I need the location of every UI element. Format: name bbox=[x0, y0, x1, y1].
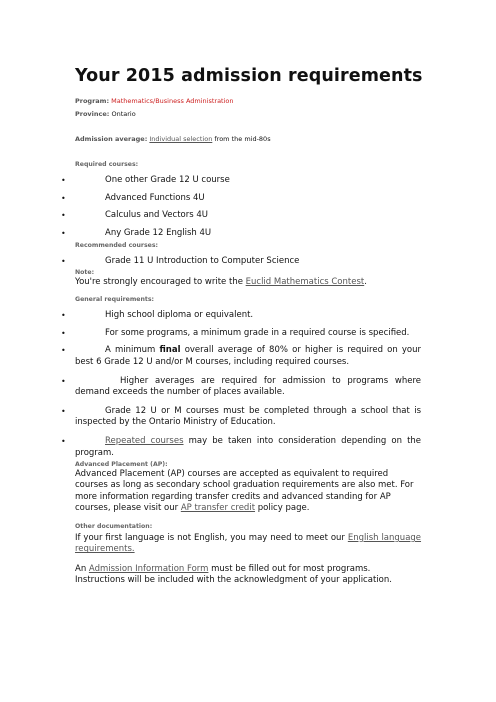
bullet-icon: • bbox=[61, 376, 66, 386]
province-label: Province: bbox=[75, 110, 110, 118]
admission-requirements-page bbox=[61, 66, 423, 587]
bullet-icon: • bbox=[61, 256, 66, 266]
ap-transfer-credit-link[interactable]: AP transfer credit bbox=[180, 503, 256, 514]
bullet-icon: • bbox=[61, 346, 66, 356]
program-line bbox=[75, 97, 421, 106]
province-value: Ontario bbox=[111, 110, 136, 118]
bullet-icon: • bbox=[61, 311, 66, 321]
list-item: • Advanced Functions 4U bbox=[61, 192, 205, 203]
other-documentation-heading: Other documentation: bbox=[75, 522, 153, 530]
admission-form-text: An Admission Information Form must be filled out for most programs. Instructions will be included with the acknowledgment of your application. bbox=[75, 563, 392, 586]
admission-average-rest: from the mid-80s bbox=[214, 135, 271, 143]
admission-average-line bbox=[75, 135, 421, 144]
bullet-icon: • bbox=[61, 437, 66, 447]
list-item: • For some programs, a minimum grade in a required course is specified. bbox=[61, 327, 410, 338]
english-language-requirements-link[interactable]: English language requirements. bbox=[75, 532, 422, 555]
recommended-courses-list bbox=[61, 255, 421, 267]
page-title: Your 2015 admission requirements bbox=[75, 66, 423, 86]
required-courses-list bbox=[61, 175, 421, 240]
admission-information-form-link[interactable]: Admission Information Form bbox=[88, 563, 209, 574]
bullet-icon: • bbox=[61, 193, 66, 203]
repeated-courses-link[interactable]: Repeated courses bbox=[105, 436, 184, 447]
general-requirements-list bbox=[61, 310, 422, 459]
bullet-icon: • bbox=[61, 176, 66, 185]
required-courses-heading: Required courses: bbox=[75, 161, 139, 168]
list-item: • One other Grade 12 U course bbox=[61, 175, 230, 185]
list-item: • Grade 11 U Introduction to Computer Science bbox=[61, 255, 300, 266]
general-requirements-heading: General requirements: bbox=[75, 296, 154, 304]
program-label: Program: bbox=[75, 97, 110, 105]
individual-selection-link[interactable]: Individual selection bbox=[149, 135, 213, 143]
bullet-icon: • bbox=[61, 406, 66, 416]
bullet-icon: • bbox=[61, 229, 66, 239]
program-value: Mathematics/Business Administration bbox=[111, 97, 234, 105]
admission-average-label: Admission average: bbox=[75, 135, 148, 143]
bullet-icon: • bbox=[61, 211, 66, 221]
bullet-icon: • bbox=[61, 328, 66, 338]
list-item: • Any Grade 12 English 4U bbox=[61, 228, 212, 239]
note-text: You're strongly encouraged to write the Euclid Mathematics Contest. bbox=[75, 276, 367, 287]
list-item: • Repeated courses may be taken into consideration depending on the program. bbox=[61, 436, 422, 458]
note-heading: Note: bbox=[75, 268, 95, 276]
list-item: • Grade 12 U or M courses must be completed through a school that is inspected by the Ontario Ministry of Education. bbox=[61, 405, 421, 428]
ap-heading: Advanced Placement (AP): bbox=[75, 460, 168, 468]
list-item: • High school diploma or equivalent. bbox=[61, 310, 254, 321]
euclid-contest-link[interactable]: Euclid Mathematics Contest bbox=[245, 276, 365, 287]
list-item: • Higher averages are required for admission to programs where demand exceeds the number of places available. bbox=[61, 375, 421, 397]
ap-text: Advanced Placement (AP) courses are accepted as equivalent to required courses as long as secondary school graduation requirements are also met. For more information regarding transfer credits and advanced standing for AP courses, please visit our AP transfer credit policy page. bbox=[75, 468, 414, 514]
english-requirements-text: If your first language is not English, you may need to meet our English language requirements. bbox=[75, 532, 422, 555]
recommended-courses-heading: Recommended courses: bbox=[75, 241, 158, 249]
list-item: • Calculus and Vectors 4U bbox=[61, 210, 208, 221]
province-line bbox=[75, 110, 421, 119]
list-item: • A minimum final overall average of 80% or higher is required on your best 6 Grade 12 U and/or M courses, including required courses. bbox=[61, 345, 422, 367]
